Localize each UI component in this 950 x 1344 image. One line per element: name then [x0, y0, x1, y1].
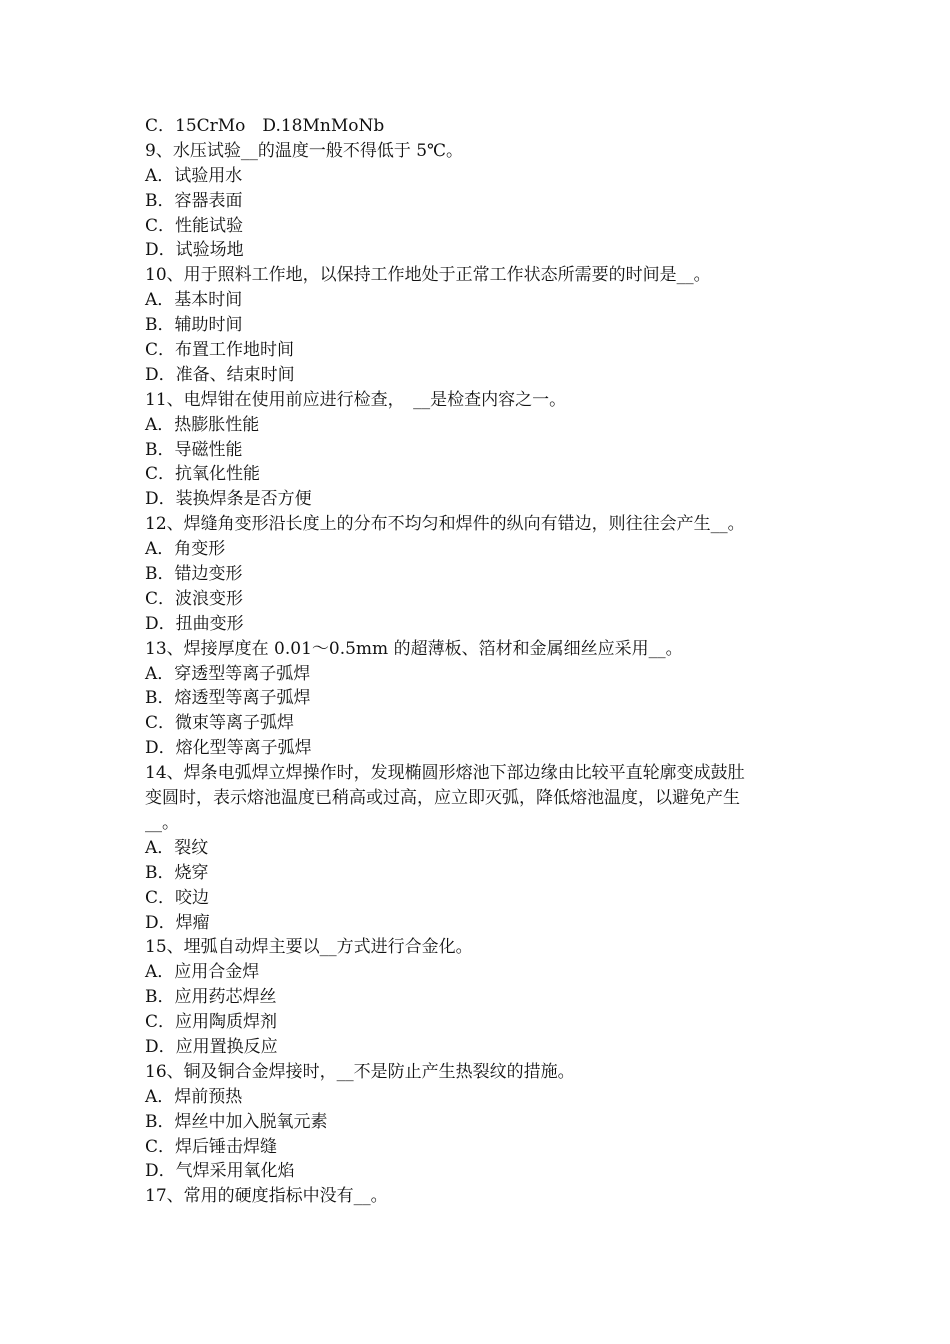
option-line: B．容器表面 [145, 190, 243, 211]
option-line: A．基本时间 [145, 290, 243, 311]
option-line: D．焊瘤 [145, 912, 210, 933]
question-12: 12、焊缝角变形沿长度上的分布不均匀和焊件的纵向有错边，则往往会产生__。 [145, 514, 745, 535]
question-11: 11、电焊钳在使用前应进行检查， __是检查内容之一。 [145, 389, 567, 410]
option-line: C．微束等离子弧焊 [145, 713, 295, 734]
question-13: 13、焊接厚度在 0.01～0.5mm 的超薄板、箔材和金属细丝应采用__。 [145, 638, 683, 659]
option-line: A．裂纹 [145, 837, 209, 858]
question-14-line-1: 14、焊条电弧焊立焊操作时，发现椭圆形熔池下部边缘由比较平直轮廓变成鼓肚 [145, 763, 745, 784]
option-line: A．试验用水 [145, 165, 243, 186]
option-line: A．焊前预热 [145, 1086, 243, 1107]
option-line: A．热膨胀性能 [145, 414, 260, 435]
option-line: C．波浪变形 [145, 588, 244, 609]
question-16: 16、铜及铜合金焊接时，__不是防止产生热裂纹的措施。 [145, 1061, 575, 1082]
option-line: D．准备、结束时间 [145, 364, 295, 385]
question-10: 10、用于照料工作地，以保持工作地处于正常工作状态所需要的时间是__。 [145, 265, 711, 286]
option-line: B．烧穿 [145, 862, 209, 883]
option-line: C．抗氧化性能 [145, 464, 261, 485]
option-line: C．焊后锤击焊缝 [145, 1136, 278, 1157]
option-line: B．焊丝中加入脱氧元素 [145, 1111, 328, 1132]
option-line: A．穿透型等离子弧焊 [145, 663, 311, 684]
option-line: B．错边变形 [145, 564, 243, 585]
question-15: 15、埋弧自动焊主要以__方式进行合金化。 [145, 937, 473, 958]
option-line: C．应用陶质焊剂 [145, 1012, 278, 1033]
option-line: C．布置工作地时间 [145, 340, 295, 361]
option-line: C．咬边 [145, 887, 210, 908]
document-page [145, 114, 825, 1209]
option-line: C．15CrMo D.18MnMoNb [145, 116, 385, 136]
option-line: D．装换焊条是否方便 [145, 489, 312, 510]
question-9: 9、水压试验__的温度一般不得低于 5℃。 [145, 140, 464, 161]
option-line: A．应用合金焊 [145, 962, 260, 983]
question-14-line-3: __。 [145, 812, 179, 833]
option-line: B．熔透型等离子弧焊 [145, 688, 311, 709]
option-line: A．角变形 [145, 539, 226, 560]
option-line: D．试验场地 [145, 240, 244, 261]
option-line: D．气焊采用氧化焰 [145, 1161, 295, 1182]
option-line: C．性能试验 [145, 215, 244, 236]
question-14-line-2: 变圆时，表示熔池温度已稍高或过高，应立即灭弧，降低熔池温度，以避免产生 [145, 788, 740, 809]
option-line: D．熔化型等离子弧焊 [145, 738, 312, 759]
option-line: D．应用置换反应 [145, 1036, 278, 1057]
option-line: B．辅助时间 [145, 315, 243, 336]
option-line: B．应用药芯焊丝 [145, 987, 277, 1008]
question-17: 17、常用的硬度指标中没有__。 [145, 1186, 388, 1207]
option-line: B．导磁性能 [145, 439, 243, 460]
option-line: D．扭曲变形 [145, 613, 244, 634]
